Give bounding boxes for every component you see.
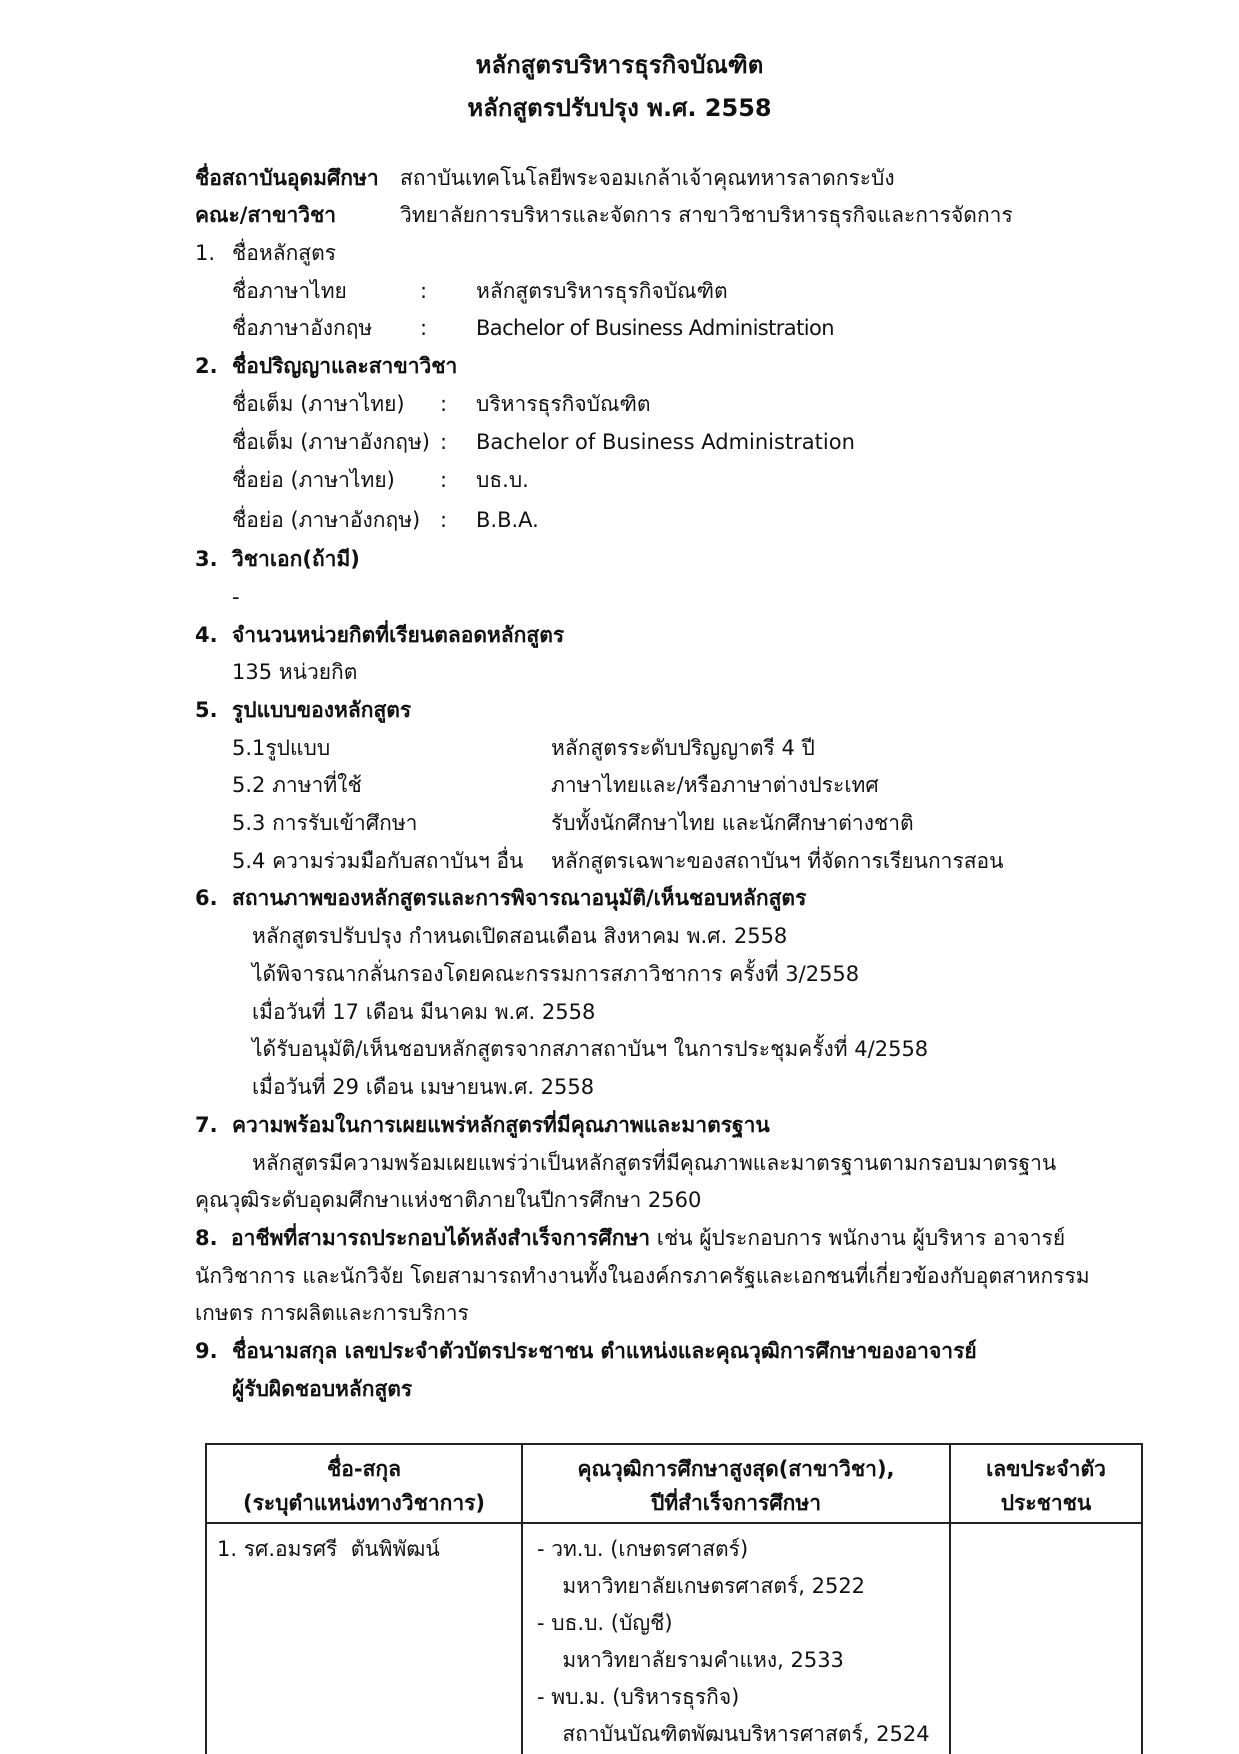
degree-full-thai-colon: : (440, 392, 448, 416)
major-value: - (232, 585, 240, 609)
faculty-label: คณะ/สาขาวิชา (195, 203, 337, 227)
english-name-label: ชื่อภาษาอังกฤษ (232, 316, 373, 340)
credits-value: 135 หน่วยกิต (232, 660, 358, 684)
admission-label: 5.3 การรับเข้าศึกษา (232, 811, 418, 835)
section-7-number: 7. (195, 1113, 218, 1137)
table-row-name: 1. รศ.อมรศรี ตันพิพัฒน์ (217, 1537, 440, 1561)
section-2-heading: ชื่อปริญญาและสาขาวิชา (232, 354, 458, 378)
degree-short-thai-colon: : (440, 468, 448, 492)
degree-short-thai-label: ชื่อย่อ (ภาษาไทย) (232, 468, 395, 492)
degree-full-english-colon: : (440, 430, 448, 454)
section-9-heading-cont: ผู้รับผิดชอบหลักสูตร (232, 1377, 413, 1401)
format-label: 5.1รูปแบบ (232, 736, 331, 760)
qualification-line: - พบ.ม. (บริหารธุรกิจ) (537, 1685, 740, 1709)
section-8-heading: อาชีพที่สามารถประกอบได้หลังสำเร็จการศึกษา (230, 1226, 651, 1250)
section-8-tail: เช่น ผู้ประกอบการ พนักงาน ผู้บริหาร อาจารย์ (650, 1226, 1066, 1250)
degree-full-thai-value: บริหารธุรกิจบัณฑิต (476, 392, 651, 416)
qualification-line: สถาบันบัณฑิตพัฒนบริหารศาสตร์, 2524 (549, 1722, 930, 1746)
qualification-line: - บธ.บ. (บัญชี) (537, 1611, 673, 1635)
thai-name-value: หลักสูตรบริหารธุรกิจบัณฑิต (476, 279, 728, 303)
section-8-number: 8. (195, 1226, 218, 1250)
degree-full-english-value: Bachelor of Business Administration (476, 430, 855, 454)
section-1-heading: ชื่อหลักสูตร (232, 241, 337, 265)
section-3-heading: วิชาเอก(ถ้ามี) (232, 547, 360, 571)
section-8-line1 (195, 1228, 1065, 1249)
degree-short-english-label: ชื่อย่อ (ภาษาอังกฤษ) (232, 508, 421, 532)
header-qualification-line1: คุณวุฒิการศึกษาสูงสุด(สาขาวิชา), (577, 1457, 895, 1481)
document-subtitle: หลักสูตรปรับปรุง พ.ศ. 2558 (467, 94, 772, 122)
faculty-table (205, 1443, 1143, 1754)
institution-value: สถาบันเทคโนโลยีพระจอมเกล้าเจ้าคุณทหารลาดกระบัง (400, 166, 895, 190)
faculty-value: วิทยาลัยการบริหารและจัดการ สาขาวิชาบริหารธุรกิจและการจัดการ (400, 203, 1013, 227)
qualification-line: มหาวิทยาลัยรามคำแหง, 2533 (549, 1648, 844, 1672)
column-divider (521, 1445, 523, 1754)
format-value: หลักสูตรระดับปริญญาตรี 4 ปี (551, 736, 815, 760)
section-4-heading: จำนวนหน่วยกิตที่เรียนตลอดหลักสูตร (232, 623, 565, 647)
section-5-heading: รูปแบบของหลักสูตร (232, 698, 412, 722)
status-line: เมื่อวันที่ 29 เดือน เมษายนพ.ศ. 2558 (252, 1075, 595, 1099)
language-value: ภาษาไทยและ/หรือภาษาต่างประเทศ (551, 773, 879, 797)
language-label: 5.2 ภาษาที่ใช้ (232, 773, 362, 797)
section-1-number: 1. (195, 241, 216, 265)
careers-text-line2: นักวิชาการ และนักวิจัย โดยสามารถทำงานทั้งในองค์กรภาครัฐและเอกชนที่เกี่ยวข้องกับอุตสาหกรรม (195, 1264, 1090, 1288)
qualification-line: มหาวิทยาลัยเกษตรศาสตร์, 2522 (549, 1574, 866, 1598)
degree-short-english-colon: : (440, 508, 448, 532)
cooperation-label: 5.4 ความร่วมมือกับสถาบันฯ อื่น (232, 849, 524, 873)
status-line: ได้พิจารณากลั่นกรองโดยคณะกรรมการสภาวิชาการ ครั้งที่ 3/2558 (252, 962, 860, 986)
header-id-line2: ประชาชน (1000, 1491, 1092, 1515)
section-2-number: 2. (195, 354, 218, 378)
readiness-text-line2: คุณวุฒิระดับอุดมศึกษาแห่งชาติภายในปีการศึกษา 2560 (195, 1188, 702, 1212)
section-6-heading: สถานภาพของหลักสูตรและการพิจารณาอนุมัติ/เห็นชอบหลักสูตร (232, 886, 807, 910)
section-4-number: 4. (195, 623, 218, 647)
thai-name-colon: : (420, 279, 428, 303)
institution-label: ชื่อสถาบันอุดมศึกษา (195, 166, 379, 190)
careers-text-line3: เกษตร การผลิตและการบริการ (195, 1301, 469, 1325)
thai-name-label: ชื่อภาษาไทย (232, 279, 347, 303)
status-line: ได้รับอนุมัติ/เห็นชอบหลักสูตรจากสภาสถาบันฯ ในการประชุมครั้งที่ 4/2558 (252, 1037, 929, 1061)
section-6-number: 6. (195, 886, 218, 910)
column-divider (949, 1445, 951, 1754)
cooperation-value: หลักสูตรเฉพาะของสถาบันฯ ที่จัดการเรียนการสอน (551, 849, 1004, 873)
qualification-line: - วท.บ. (เกษตรศาสตร์) (537, 1537, 749, 1561)
section-9-heading: ชื่อนามสกุล เลขประจำตัวบัตรประชาชน ตำแหน่งและคุณวุฒิการศึกษาของอาจารย์ (232, 1339, 977, 1363)
section-3-number: 3. (195, 547, 218, 571)
section-9-number: 9. (195, 1339, 218, 1363)
degree-short-thai-value: บธ.บ. (476, 468, 529, 492)
english-name-value: Bachelor of Business Administration (476, 316, 834, 340)
section-5-number: 5. (195, 698, 218, 722)
status-line: เมื่อวันที่ 17 เดือน มีนาคม พ.ศ. 2558 (252, 1000, 596, 1024)
document-title: หลักสูตรบริหารธุรกิจบัณฑิต (475, 51, 764, 79)
header-qualification-line2: ปีที่สำเร็จการศึกษา (650, 1491, 821, 1515)
status-line: หลักสูตรปรับปรุง กำหนดเปิดสอนเดือน สิงหาคม พ.ศ. 2558 (252, 924, 788, 948)
degree-full-english-label: ชื่อเต็ม (ภาษาอังกฤษ) (232, 430, 430, 454)
admission-value: รับทั้งนักศึกษาไทย และนักศึกษาต่างชาติ (551, 811, 914, 835)
english-name-colon: : (420, 316, 428, 340)
header-divider (207, 1522, 1141, 1524)
readiness-text-line1: หลักสูตรมีความพร้อมเผยแพร่ว่าเป็นหลักสูตรที่มีคุณภาพและมาตรฐานตามกรอบมาตรฐาน (252, 1151, 1057, 1175)
header-name-line2: (ระบุตำแหน่งทางวิชาการ) (242, 1491, 485, 1515)
section-7-heading: ความพร้อมในการเผยแพร่หลักสูตรที่มีคุณภาพและมาตรฐาน (232, 1113, 770, 1137)
degree-full-thai-label: ชื่อเต็ม (ภาษาไทย) (232, 392, 405, 416)
header-id-line1: เลขประจำตัว (986, 1457, 1106, 1481)
header-name-line1: ชื่อ-สกุล (327, 1457, 401, 1481)
degree-short-english-value: B.B.A. (476, 508, 539, 532)
